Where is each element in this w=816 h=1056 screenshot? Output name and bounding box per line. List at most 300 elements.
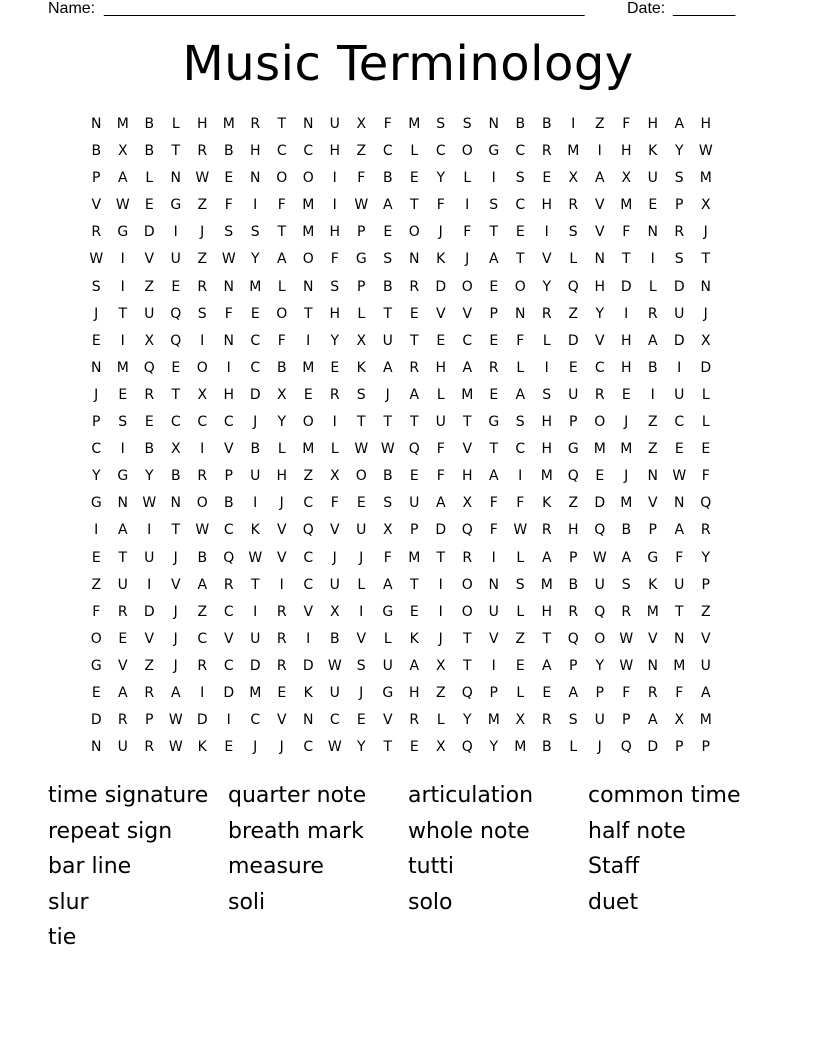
grid-letter: I xyxy=(120,332,125,349)
grid-letter: I xyxy=(226,359,231,376)
grid-letter: R xyxy=(541,522,552,539)
grid-letter: R xyxy=(144,684,155,701)
grid-letter: C xyxy=(303,549,314,566)
grid-letter: N xyxy=(223,332,234,349)
grid-letter: C xyxy=(515,441,526,458)
word-list-item: articulation xyxy=(408,783,534,808)
grid-letter: N xyxy=(515,305,526,322)
grid-letter: C xyxy=(223,603,234,620)
grid-letter: N xyxy=(170,495,181,512)
grid-letter: Z xyxy=(568,305,579,322)
grid-letter: A xyxy=(700,684,711,701)
grid-letter: F xyxy=(224,305,233,322)
grid-letter: B xyxy=(541,739,552,756)
grid-letter: A xyxy=(197,576,208,593)
grid-letter: N xyxy=(117,495,128,512)
grid-letter: P xyxy=(410,522,419,539)
grid-letter: F xyxy=(489,522,498,539)
grid-letter: M xyxy=(249,278,262,295)
grid-letter: I xyxy=(200,684,205,701)
grid-letter: V xyxy=(223,441,234,458)
grid-letter: H xyxy=(223,386,235,403)
grid-letter: Z xyxy=(435,684,446,701)
grid-letter: F xyxy=(436,197,445,214)
grid-letter: X xyxy=(621,170,632,187)
grid-letter: V xyxy=(647,630,658,647)
grid-letter: N xyxy=(647,657,658,674)
grid-letter: A xyxy=(647,332,658,349)
grid-letter: V xyxy=(144,251,155,268)
grid-letter: F xyxy=(436,441,445,458)
word-list-item: half note xyxy=(588,818,686,844)
grid-letter: Y xyxy=(674,143,684,160)
grid-letter: R xyxy=(462,549,473,566)
grid-letter: S xyxy=(674,170,684,187)
grid-letter: A xyxy=(488,468,499,485)
grid-letter: E xyxy=(701,441,711,458)
grid-letter: X xyxy=(674,712,685,729)
grid-letter: Q xyxy=(170,305,182,322)
grid-letter: B xyxy=(91,143,102,160)
grid-letter: H xyxy=(541,197,553,214)
grid-letter: H xyxy=(620,143,632,160)
word-list-item: time signature xyxy=(48,783,209,808)
grid-letter: D xyxy=(196,712,208,729)
grid-letter: J xyxy=(173,630,178,647)
grid-letter: T xyxy=(277,224,287,241)
grid-letter: I xyxy=(544,359,549,376)
grid-letter: T xyxy=(462,630,472,647)
grid-letter: S xyxy=(542,386,552,403)
grid-letter: X xyxy=(197,386,208,403)
grid-letter: L xyxy=(516,549,525,566)
grid-letter: G xyxy=(567,441,579,458)
grid-letter: S xyxy=(515,414,525,431)
grid-letter: R xyxy=(329,386,340,403)
grid-letter: V xyxy=(700,630,711,647)
grid-letter: F xyxy=(383,549,392,566)
grid-letter: C xyxy=(197,414,208,431)
grid-letter: Q xyxy=(461,739,473,756)
grid-letter: X xyxy=(382,522,393,539)
grid-letter: K xyxy=(436,251,446,268)
word-list-item: tutti xyxy=(408,854,454,879)
grid-letter: R xyxy=(197,278,208,295)
grid-letter: X xyxy=(700,197,711,214)
grid-letter: M xyxy=(222,116,235,132)
word-list-item: duet xyxy=(588,889,639,915)
grid-letter: J xyxy=(438,630,443,647)
grid-letter: Z xyxy=(515,630,526,647)
grid-letter: A xyxy=(515,386,526,403)
grid-letter: L xyxy=(330,441,339,458)
grid-letter: W xyxy=(168,712,183,729)
grid-letter: R xyxy=(197,468,208,485)
grid-letter: X xyxy=(144,332,155,349)
grid-letter: Q xyxy=(170,332,182,349)
grid-letter: O xyxy=(90,630,102,647)
grid-letter: Z xyxy=(91,576,102,593)
grid-letter: I xyxy=(120,251,125,268)
grid-letter: C xyxy=(250,712,261,729)
grid-letter: Z xyxy=(144,657,155,674)
grid-letter: O xyxy=(461,603,473,620)
grid-letter: F xyxy=(277,332,286,349)
grid-letter: R xyxy=(541,143,552,160)
grid-letter: F xyxy=(330,251,339,268)
grid-letter: B xyxy=(223,495,234,512)
grid-letter: L xyxy=(277,441,286,458)
grid-letter: I xyxy=(465,197,470,214)
grid-letter: W xyxy=(619,657,634,674)
grid-letter: W xyxy=(248,549,263,566)
grid-letter: E xyxy=(409,305,419,322)
grid-letter: A xyxy=(594,170,605,187)
grid-letter: Y xyxy=(595,305,605,322)
grid-letter: P xyxy=(224,468,233,485)
grid-letter: D xyxy=(673,278,685,295)
grid-letter: E xyxy=(91,549,101,566)
grid-letter: O xyxy=(594,630,606,647)
grid-letter: S xyxy=(383,251,393,268)
grid-letter: A xyxy=(276,251,287,268)
grid-letter: A xyxy=(117,684,128,701)
date-label: Date: xyxy=(627,0,666,17)
grid-letter: N xyxy=(91,359,102,376)
grid-letter: T xyxy=(250,576,260,593)
grid-letter: I xyxy=(359,603,364,620)
grid-letter: B xyxy=(276,359,287,376)
grid-letter: X xyxy=(356,116,367,132)
grid-letter: I xyxy=(332,170,337,187)
grid-letter: E xyxy=(409,170,419,187)
grid-letter: Q xyxy=(594,522,606,539)
grid-letter: T xyxy=(303,305,313,322)
grid-letter: H xyxy=(329,143,341,160)
grid-letter: Q xyxy=(408,441,420,458)
grid-letter: B xyxy=(541,116,552,132)
grid-letter: L xyxy=(516,603,525,620)
grid-letter: A xyxy=(117,170,128,187)
grid-letter: G xyxy=(355,251,367,268)
grid-letter: A xyxy=(117,522,128,539)
grid-letter: I xyxy=(544,224,549,241)
grid-letter: I xyxy=(677,359,682,376)
grid-letter: B xyxy=(223,143,234,160)
grid-letter: X xyxy=(117,143,128,160)
grid-letter: C xyxy=(594,359,605,376)
grid-letter: D xyxy=(302,657,314,674)
grid-letter: V xyxy=(435,305,446,322)
grid-letter: O xyxy=(461,278,473,295)
grid-letter: E xyxy=(542,684,552,701)
grid-letter: N xyxy=(674,630,685,647)
grid-letter: Y xyxy=(91,468,101,485)
grid-letter: W xyxy=(115,197,130,214)
word-search-grid xyxy=(83,113,719,763)
grid-letter: W xyxy=(513,522,528,539)
grid-letter: I xyxy=(253,603,258,620)
grid-letter: I xyxy=(306,332,311,349)
grid-letter: K xyxy=(648,143,658,160)
grid-letter: V xyxy=(144,630,155,647)
grid-letter: H xyxy=(541,603,553,620)
grid-letter: M xyxy=(461,386,474,403)
grid-letter: Z xyxy=(197,251,208,268)
grid-letter: E xyxy=(489,332,499,349)
grid-letter: S xyxy=(462,116,472,132)
grid-letter: E xyxy=(515,657,525,674)
grid-letter: L xyxy=(516,684,525,701)
grid-letter: R xyxy=(223,576,234,593)
grid-letter: X xyxy=(515,712,526,729)
grid-letter: N xyxy=(700,278,711,295)
grid-letter: F xyxy=(357,170,366,187)
grid-letter: S xyxy=(250,224,260,241)
grid-letter: S xyxy=(197,305,207,322)
grid-letter: T xyxy=(277,116,287,132)
grid-letter: V xyxy=(276,549,287,566)
grid-letter: W xyxy=(327,739,342,756)
grid-letter: Y xyxy=(250,251,260,268)
grid-letter: R xyxy=(144,386,155,403)
grid-letter: H xyxy=(567,522,579,539)
grid-letter: H xyxy=(196,116,208,132)
grid-letter: D xyxy=(143,224,155,241)
grid-letter: O xyxy=(276,305,288,322)
grid-letter: L xyxy=(145,170,154,187)
grid-letter: E xyxy=(144,197,154,214)
grid-letter: J xyxy=(253,739,258,756)
grid-letter: F xyxy=(92,603,101,620)
grid-letter: I xyxy=(491,549,496,566)
grid-letter: U xyxy=(700,657,711,674)
grid-letter: N xyxy=(91,739,102,756)
grid-letter: A xyxy=(674,522,685,539)
grid-letter: I xyxy=(306,630,311,647)
grid-letter: E xyxy=(144,414,154,431)
grid-letter: O xyxy=(276,170,288,187)
grid-letter: D xyxy=(223,684,235,701)
grid-letter: E xyxy=(409,468,419,485)
grid-letter: Y xyxy=(144,468,154,485)
grid-letter: T xyxy=(462,414,472,431)
grid-letter: M xyxy=(699,170,712,187)
grid-letter: X xyxy=(435,739,446,756)
grid-letter: D xyxy=(567,332,579,349)
word-list-item: soli xyxy=(228,889,266,915)
grid-letter: K xyxy=(303,684,313,701)
grid-letter: Y xyxy=(489,739,499,756)
grid-letter: M xyxy=(302,441,315,458)
grid-letter: F xyxy=(516,332,525,349)
grid-letter: V xyxy=(276,712,287,729)
grid-letter: O xyxy=(408,224,420,241)
grid-letter: Q xyxy=(461,522,473,539)
grid-letter: A xyxy=(541,657,552,674)
grid-letter: B xyxy=(647,359,658,376)
grid-letter: H xyxy=(594,278,606,295)
grid-letter: C xyxy=(303,143,314,160)
grid-letter: T xyxy=(542,630,552,647)
grid-letter: P xyxy=(92,170,101,187)
grid-letter: T xyxy=(356,414,366,431)
grid-letter: B xyxy=(329,630,340,647)
grid-letter: U xyxy=(594,576,605,593)
grid-letter: L xyxy=(436,386,445,403)
grid-letter: R xyxy=(409,278,420,295)
grid-letter: W xyxy=(168,739,183,756)
grid-letter: S xyxy=(621,576,631,593)
grid-letter: C xyxy=(435,143,446,160)
grid-letter: C xyxy=(515,143,526,160)
grid-letter: E xyxy=(303,386,313,403)
grid-letter: Y xyxy=(542,278,552,295)
grid-letter: R xyxy=(117,603,128,620)
grid-letter: U xyxy=(329,576,340,593)
grid-letter: A xyxy=(462,359,473,376)
grid-letter: U xyxy=(674,305,685,322)
grid-letter: P xyxy=(675,197,684,214)
grid-letter: V xyxy=(223,630,234,647)
grid-letter: E xyxy=(648,197,658,214)
grid-letter: U xyxy=(170,251,181,268)
grid-letter: C xyxy=(250,359,261,376)
grid-letter: N xyxy=(674,495,685,512)
grid-letter: J xyxy=(279,739,284,756)
grid-letter: C xyxy=(223,522,234,539)
grid-letter: X xyxy=(329,603,340,620)
grid-letter: T xyxy=(171,143,181,160)
grid-letter: V xyxy=(356,630,367,647)
grid-letter: U xyxy=(674,576,685,593)
grid-letter: N xyxy=(409,251,420,268)
grid-letter: M xyxy=(302,224,315,241)
grid-letter: M xyxy=(514,739,527,756)
grid-letter: S xyxy=(91,278,101,295)
grid-letter: G xyxy=(488,414,500,431)
grid-letter: C xyxy=(462,332,473,349)
grid-letter: V xyxy=(647,495,658,512)
grid-letter: O xyxy=(302,251,314,268)
grid-letter: I xyxy=(200,441,205,458)
grid-letter: I xyxy=(650,386,655,403)
grid-letter: A xyxy=(409,386,420,403)
grid-letter: R xyxy=(409,359,420,376)
grid-letter: I xyxy=(491,170,496,187)
grid-letter: Y xyxy=(330,332,340,349)
grid-letter: D xyxy=(143,603,155,620)
grid-letter: E xyxy=(409,739,419,756)
grid-letter: C xyxy=(91,441,102,458)
grid-letter: C xyxy=(674,414,685,431)
grid-letter: C xyxy=(223,657,234,674)
grid-letter: X xyxy=(329,468,340,485)
grid-letter: N xyxy=(647,224,658,241)
grid-letter: N xyxy=(170,170,181,187)
grid-letter: L xyxy=(701,386,710,403)
grid-letter: H xyxy=(249,143,261,160)
grid-letter: R xyxy=(197,657,208,674)
grid-letter: F xyxy=(622,224,631,241)
grid-letter: N xyxy=(488,576,499,593)
grid-letter: J xyxy=(385,386,390,403)
grid-letter: M xyxy=(408,549,421,566)
grid-letter: C xyxy=(303,576,314,593)
grid-letter: M xyxy=(646,603,659,620)
grid-letter: D xyxy=(700,359,712,376)
grid-letter: O xyxy=(196,495,208,512)
grid-letter: B xyxy=(197,549,208,566)
grid-letter: F xyxy=(516,495,525,512)
grid-letter: O xyxy=(196,359,208,376)
grid-letter: I xyxy=(226,712,231,729)
grid-letter: Q xyxy=(700,495,712,512)
grid-letter: C xyxy=(250,332,261,349)
grid-letter: T xyxy=(118,305,128,322)
grid-letter: T xyxy=(621,251,631,268)
grid-letter: I xyxy=(147,522,152,539)
grid-letter: T xyxy=(515,251,525,268)
grid-letter: Z xyxy=(144,278,155,295)
grid-letter: A xyxy=(568,684,579,701)
grid-letter: S xyxy=(568,712,578,729)
grid-letter: U xyxy=(409,495,420,512)
grid-letter: T xyxy=(171,386,181,403)
word-list-item: whole note xyxy=(408,818,530,844)
grid-letter: W xyxy=(142,495,157,512)
grid-letter: L xyxy=(569,739,578,756)
grid-letter: U xyxy=(647,170,658,187)
grid-letter: T xyxy=(436,549,446,566)
grid-letter: M xyxy=(302,197,315,214)
grid-letter: U xyxy=(435,414,446,431)
grid-letter: N xyxy=(303,712,314,729)
grid-letter: V xyxy=(303,603,314,620)
grid-letter: X xyxy=(435,657,446,674)
grid-letter: S xyxy=(515,170,525,187)
grid-letter: U xyxy=(144,305,155,322)
grid-letter: R xyxy=(144,739,155,756)
grid-letter: B xyxy=(170,468,181,485)
grid-letter: S xyxy=(356,657,366,674)
grid-letter: I xyxy=(147,576,152,593)
grid-letter: T xyxy=(409,332,419,349)
word-list-item: breath mark xyxy=(228,818,364,844)
grid-letter: E xyxy=(356,712,366,729)
grid-letter: R xyxy=(647,305,658,322)
grid-letter: M xyxy=(302,359,315,376)
grid-letter: D xyxy=(594,495,606,512)
grid-letter: D xyxy=(435,278,447,295)
grid-letter: S xyxy=(224,224,234,241)
grid-letter: E xyxy=(489,278,499,295)
grid-letter: W xyxy=(327,657,342,674)
grid-letter: V xyxy=(382,712,393,729)
grid-letter: M xyxy=(540,468,553,485)
grid-letter: U xyxy=(674,386,685,403)
grid-letter: R xyxy=(276,630,287,647)
word-list-item: bar line xyxy=(48,854,132,879)
grid-letter: S xyxy=(383,495,393,512)
name-blank: ______________________________________________________ xyxy=(104,0,585,17)
grid-letter: A xyxy=(409,657,420,674)
grid-letter: P xyxy=(595,684,604,701)
grid-letter: U xyxy=(250,468,261,485)
grid-letter: B xyxy=(144,441,155,458)
grid-letter: V xyxy=(488,630,499,647)
grid-letter: H xyxy=(435,359,447,376)
